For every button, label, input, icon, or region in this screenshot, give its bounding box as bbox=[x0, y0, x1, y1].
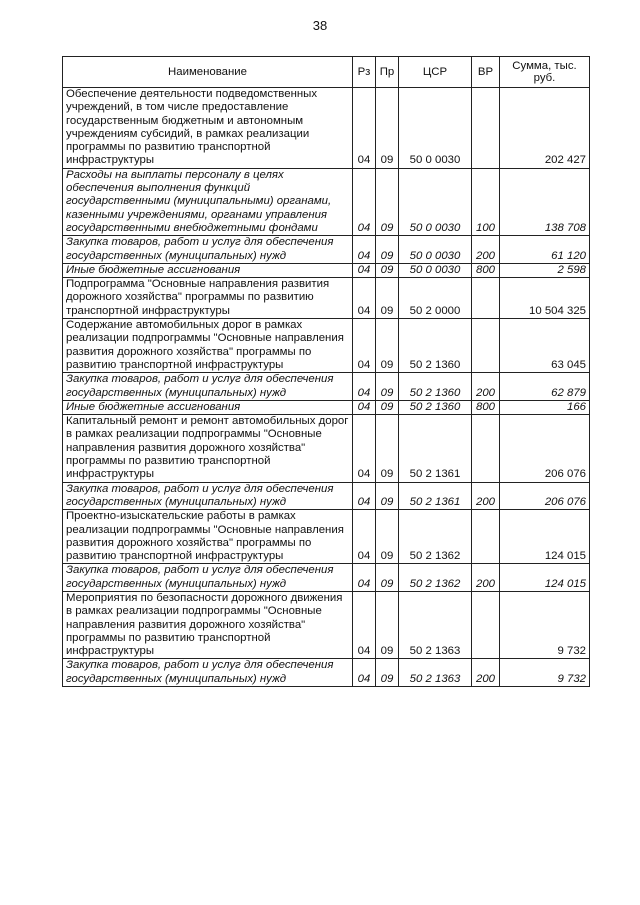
cell-rz: 04 bbox=[353, 482, 376, 510]
cell-pr: 09 bbox=[376, 510, 399, 564]
cell-rz: 04 bbox=[353, 591, 376, 658]
cell-pr: 09 bbox=[376, 319, 399, 373]
table-header-row bbox=[63, 57, 590, 88]
cell-vr bbox=[472, 591, 500, 658]
cell-csr: 50 2 1361 bbox=[399, 482, 472, 510]
cell-sum: 9 732 bbox=[500, 659, 590, 687]
cell-rz: 04 bbox=[353, 236, 376, 264]
cell-pr: 09 bbox=[376, 415, 399, 482]
cell-csr: 50 2 1363 bbox=[399, 659, 472, 687]
cell-sum: 166 bbox=[500, 400, 590, 414]
cell-sum: 202 427 bbox=[500, 88, 590, 169]
cell-sum: 2 598 bbox=[500, 263, 590, 277]
table-row bbox=[63, 400, 590, 414]
cell-vr: 200 bbox=[472, 236, 500, 264]
cell-vr bbox=[472, 510, 500, 564]
cell-csr: 50 2 1362 bbox=[399, 510, 472, 564]
cell-name: Закупка товаров, работ и услуг для обеспечения государственных (муниципальных) нужд bbox=[63, 482, 353, 510]
cell-name: Закупка товаров, работ и услуг для обеспечения государственных (муниципальных) нужд bbox=[63, 564, 353, 592]
table-row bbox=[63, 263, 590, 277]
cell-rz: 04 bbox=[353, 400, 376, 414]
table-row bbox=[63, 564, 590, 592]
table-row bbox=[63, 319, 590, 373]
cell-pr: 09 bbox=[376, 236, 399, 264]
table-row bbox=[63, 88, 590, 169]
cell-rz: 04 bbox=[353, 319, 376, 373]
cell-pr: 09 bbox=[376, 263, 399, 277]
cell-pr: 09 bbox=[376, 168, 399, 235]
cell-csr: 50 2 1360 bbox=[399, 400, 472, 414]
header-rz: Рз bbox=[353, 57, 376, 88]
cell-name: Мероприятия по безопасности дорожного движения в рамках реализации подпрограммы "Основные направления развития дорожного хозяйства" программы по развитию транспортной инфраструктуры bbox=[63, 591, 353, 658]
cell-pr: 09 bbox=[376, 400, 399, 414]
cell-sum: 9 732 bbox=[500, 591, 590, 658]
cell-sum: 138 708 bbox=[500, 168, 590, 235]
table-row bbox=[63, 482, 590, 510]
cell-csr: 50 2 1362 bbox=[399, 564, 472, 592]
cell-csr: 50 0 0030 bbox=[399, 263, 472, 277]
cell-vr: 100 bbox=[472, 168, 500, 235]
cell-rz: 04 bbox=[353, 88, 376, 169]
table-row bbox=[63, 415, 590, 482]
cell-vr: 200 bbox=[472, 659, 500, 687]
cell-vr bbox=[472, 278, 500, 319]
cell-sum: 61 120 bbox=[500, 236, 590, 264]
cell-rz: 04 bbox=[353, 510, 376, 564]
cell-rz: 04 bbox=[353, 168, 376, 235]
cell-pr: 09 bbox=[376, 659, 399, 687]
cell-vr: 200 bbox=[472, 564, 500, 592]
header-sum: Сумма, тыс. руб. bbox=[500, 57, 590, 88]
cell-sum: 124 015 bbox=[500, 564, 590, 592]
header-csr: ЦСР bbox=[399, 57, 472, 88]
cell-sum: 124 015 bbox=[500, 510, 590, 564]
table-row bbox=[63, 510, 590, 564]
cell-vr: 200 bbox=[472, 482, 500, 510]
cell-pr: 09 bbox=[376, 482, 399, 510]
cell-csr: 50 2 0000 bbox=[399, 278, 472, 319]
header-name: Наименование bbox=[63, 57, 353, 88]
cell-sum: 63 045 bbox=[500, 319, 590, 373]
cell-pr: 09 bbox=[376, 278, 399, 319]
cell-pr: 09 bbox=[376, 373, 399, 401]
table-row bbox=[63, 278, 590, 319]
cell-name: Подпрограмма "Основные направления развития дорожного хозяйства" программы по развитию транспортной инфраструктуры bbox=[63, 278, 353, 319]
cell-vr bbox=[472, 319, 500, 373]
cell-vr: 800 bbox=[472, 263, 500, 277]
cell-sum: 206 076 bbox=[500, 482, 590, 510]
cell-name: Закупка товаров, работ и услуг для обеспечения государственных (муниципальных) нужд bbox=[63, 236, 353, 264]
cell-rz: 04 bbox=[353, 278, 376, 319]
cell-sum: 10 504 325 bbox=[500, 278, 590, 319]
cell-name: Иные бюджетные ассигнования bbox=[63, 400, 353, 414]
budget-table bbox=[62, 56, 590, 687]
cell-name: Расходы на выплаты персоналу в целях обеспечения выполнения функций государственными (муниципальными) органами, казенными учреждениями, органами управления государственными внебюджетными фондами bbox=[63, 168, 353, 235]
cell-pr: 09 bbox=[376, 88, 399, 169]
table-row bbox=[63, 591, 590, 658]
header-vr: ВР bbox=[472, 57, 500, 88]
page-number: 38 bbox=[312, 18, 328, 33]
cell-pr: 09 bbox=[376, 564, 399, 592]
cell-csr: 50 2 1360 bbox=[399, 373, 472, 401]
cell-name: Содержание автомобильных дорог в рамках реализации подпрограммы "Основные направления развития дорожного хозяйства" программы по развитию транспортной инфраструктуры bbox=[63, 319, 353, 373]
cell-sum: 62 879 bbox=[500, 373, 590, 401]
cell-csr: 50 2 1361 bbox=[399, 415, 472, 482]
cell-sum: 206 076 bbox=[500, 415, 590, 482]
cell-name: Обеспечение деятельности подведомственных учреждений, в том числе предоставление государственным бюджетным и автономным учреждениям субсидий, в рамках реализации программы по развитию транспортной инфраструктуры bbox=[63, 88, 353, 169]
cell-csr: 50 0 0030 bbox=[399, 88, 472, 169]
cell-rz: 04 bbox=[353, 263, 376, 277]
cell-name: Капитальный ремонт и ремонт автомобильных дорог в рамках реализации подпрограммы "Основные направления развития дорожного хозяйства" программы по развитию транспортной инфраструктуры bbox=[63, 415, 353, 482]
cell-rz: 04 bbox=[353, 373, 376, 401]
table-row bbox=[63, 168, 590, 235]
cell-pr: 09 bbox=[376, 591, 399, 658]
cell-name: Закупка товаров, работ и услуг для обеспечения государственных (муниципальных) нужд bbox=[63, 373, 353, 401]
cell-rz: 04 bbox=[353, 564, 376, 592]
cell-vr bbox=[472, 415, 500, 482]
header-pr: Пр bbox=[376, 57, 399, 88]
cell-rz: 04 bbox=[353, 659, 376, 687]
table-row bbox=[63, 373, 590, 401]
cell-csr: 50 0 0030 bbox=[399, 236, 472, 264]
cell-csr: 50 0 0030 bbox=[399, 168, 472, 235]
cell-csr: 50 2 1360 bbox=[399, 319, 472, 373]
cell-vr bbox=[472, 88, 500, 169]
table-row bbox=[63, 659, 590, 687]
cell-name: Иные бюджетные ассигнования bbox=[63, 263, 353, 277]
cell-name: Проектно-изыскательские работы в рамках реализации подпрограммы "Основные направления развития дорожного хозяйства" программы по развитию транспортной инфраструктуры bbox=[63, 510, 353, 564]
cell-name: Закупка товаров, работ и услуг для обеспечения государственных (муниципальных) нужд bbox=[63, 659, 353, 687]
cell-vr: 200 bbox=[472, 373, 500, 401]
table-row bbox=[63, 236, 590, 264]
cell-csr: 50 2 1363 bbox=[399, 591, 472, 658]
cell-rz: 04 bbox=[353, 415, 376, 482]
cell-vr: 800 bbox=[472, 400, 500, 414]
